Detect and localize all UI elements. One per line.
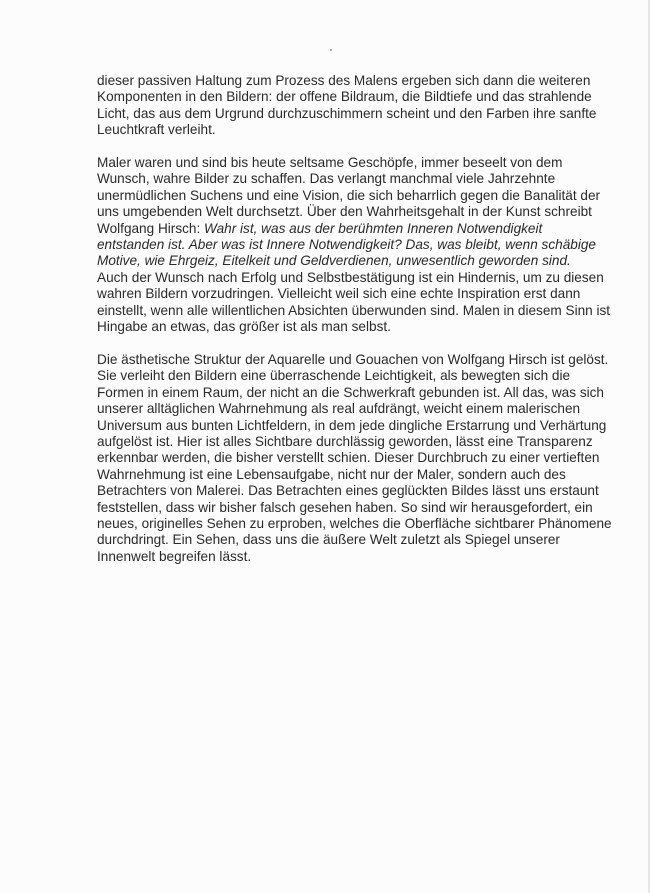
paragraph-2 — [97, 155, 611, 335]
text-line — [97, 450, 600, 466]
text-line — [97, 351, 609, 368]
text-line — [97, 187, 601, 204]
body-text-run: Hingabe an etwas, das größer ist als man selbst. — [97, 319, 391, 335]
body-text-run: neues, originelles Sehen zu erproben, welches die Oberfläche sichtbarer Phänomene — [97, 515, 612, 531]
text-line — [97, 500, 597, 516]
body-text-run: Wunsch, wahre Bilder zu schaffen. Das verlangt manchmal viele Jahrzehnte — [97, 171, 556, 187]
text-line — [97, 73, 597, 89]
body-text-run: Auch der Wunsch nach Erfolg und Selbstbestätigung ist ein Hindernis, um zu diesen — [97, 269, 604, 285]
body-text-run: unserer alltäglichen Wahrnehmung als real aufdrängt, weicht einem malerischen — [97, 401, 581, 417]
body-text-run: aufgelöst ist. Hier ist alles Sichtbare durchlässig geworden, lässt eine Transparenz — [97, 433, 593, 449]
text-line — [97, 269, 604, 286]
text-line — [97, 302, 611, 319]
text-line — [97, 106, 597, 122]
text-line — [97, 319, 597, 335]
text-line — [97, 253, 597, 269]
text-line — [97, 515, 612, 532]
body-text-run: Leuchtkraft verleiht. — [97, 122, 216, 138]
text-line — [97, 89, 597, 105]
body-text — [97, 73, 612, 582]
body-text-run: Innenwelt begreifen lässt. — [97, 548, 252, 564]
text-line — [97, 122, 597, 138]
quote-text: Wahr ist, was aus der berühmten Inneren Notwendigkeit — [204, 220, 543, 236]
body-text-run: wahren Bildern vorzudringen. Vielleicht weil sich eine echte Inspiration erst dann — [97, 286, 581, 302]
text-line — [97, 467, 597, 483]
text-line — [97, 221, 597, 237]
text-line — [97, 171, 597, 187]
text-line — [97, 417, 607, 434]
text-line — [97, 237, 597, 253]
body-text-run: erkennbar werden, die bisher verstellt schien. Dieser Durchbruch zu einer vertieften — [97, 450, 600, 466]
text-line — [97, 483, 597, 499]
body-text-run: Universum aus bunten Lichtfeldern, in dem jede dingliche Erstarrung und Verhärtung — [97, 417, 607, 433]
body-text-run: Die ästhetische Struktur der Aquarelle und Gouachen von Wolfgang Hirsch ist gelöst. — [97, 351, 609, 367]
body-text-run: feststellen, dass wir bisher falsch gesehen haben. So sind wir herausgefordert, ein — [97, 499, 593, 515]
body-text-run: Maler waren und sind bis heute seltsame Geschöpfe, immer beseelt von dem — [97, 155, 563, 171]
text-line — [97, 286, 597, 302]
body-text-run: Wahrnehmung ist eine Lebensaufgabe, nicht nur der Maler, sondern auch des — [97, 466, 566, 482]
quote-text: entstanden ist. Aber was ist Innere Notwendigkeit? Das, was bleibt, wenn schäbige — [97, 237, 596, 253]
body-text-run: Wolfgang Hirsch: — [97, 220, 205, 236]
body-text-run: dieser passiven Haltung zum Prozess des Malens ergeben sich dann die weiteren — [97, 73, 591, 88]
text-line — [97, 532, 597, 548]
body-text-run: Betrachters von Malerei. Das Betrachten eines geglückten Bildes lässt uns erstaunt — [97, 483, 599, 499]
body-text-run: uns umgebenden Welt durchsetzt. Über den Wahrheitsgehalt in der Kunst schreibt — [97, 204, 592, 220]
paragraph-1 — [97, 73, 597, 139]
scan-speck — [330, 49, 332, 51]
body-text-run: unermüdlichen Suchens und eine Vision, die sich beharrlich gegen die Banalität der — [97, 187, 601, 203]
paragraph-3 — [97, 351, 612, 565]
body-text-run: Komponenten in den Bildern: der offene Bildraum, die Bildtiefe und das strahlende — [97, 89, 592, 105]
body-text-run: einstellt, wenn alle willentlichen Absichten überwunden sind. Malen in diesem Sinn ist — [97, 302, 611, 318]
text-line — [97, 368, 597, 384]
body-text-run: durchdringt. Ein Sehen, dass uns die äußere Welt zuletzt als Spiegel unserer — [97, 532, 560, 548]
body-text-run: Sie verleiht den Bildern eine überraschende Leichtigkeit, als bewegten sich die — [97, 368, 571, 384]
body-text-run: Licht, das aus dem Urgrund durchzuschimmern scheint und den Farben ihre sanfte — [97, 105, 597, 121]
text-line — [97, 401, 597, 417]
text-line — [97, 434, 597, 450]
body-text-run: Formen in einem Raum, der nicht an die Schwerkraft gebunden ist. All das, was sich — [97, 384, 604, 400]
text-line — [97, 549, 597, 565]
text-line — [97, 204, 597, 220]
text-line — [97, 155, 597, 171]
text-line — [97, 384, 604, 401]
quote-text: Motive, wie Ehrgeiz, Eitelkeit und Geldverdienen, unwesentlich geworden sind. — [97, 253, 571, 269]
